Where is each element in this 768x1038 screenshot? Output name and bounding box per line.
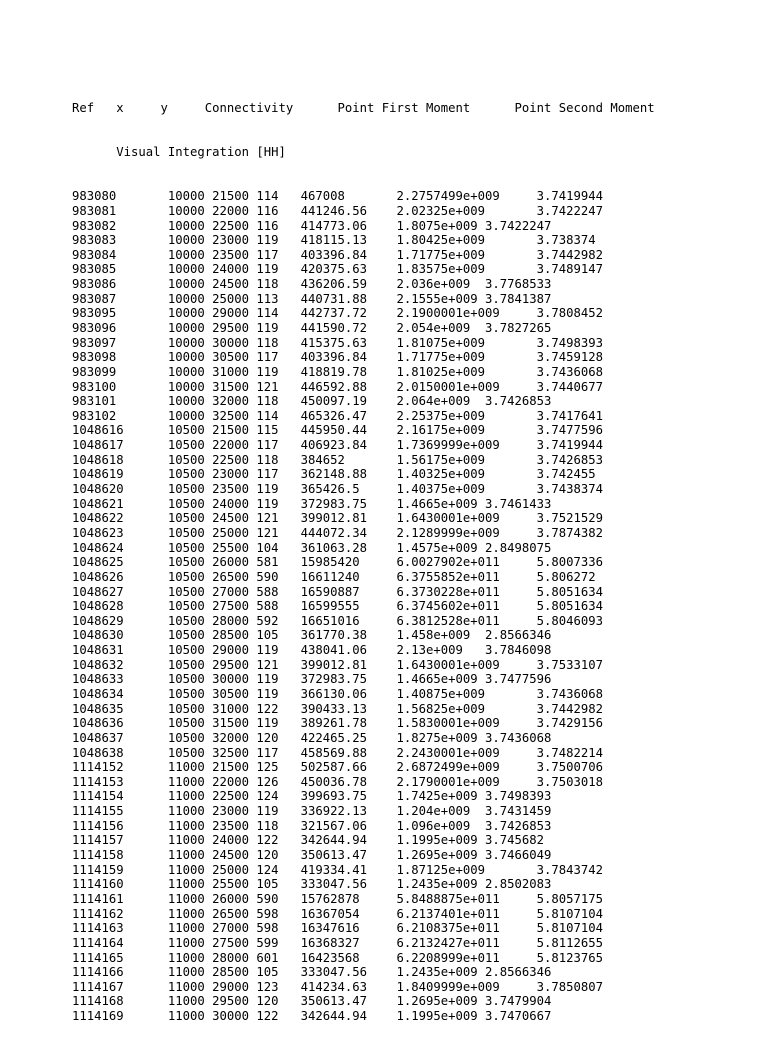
table-row: 983095 10000 29000 114 442737.72 2.1900001e+009 3.7808452 bbox=[72, 306, 604, 321]
table-row: 1114154 11000 22500 124 399693.75 1.7425e+009 3.7498393 bbox=[72, 789, 552, 804]
table-row: 1114158 11000 24500 120 350613.47 1.2695e+009 3.7466049 bbox=[72, 848, 552, 863]
table-row: 1114169 11000 30000 122 342644.94 1.1995e+009 3.7470667 bbox=[72, 1009, 552, 1024]
table-row: 1048638 10500 32500 117 458569.88 2.2430001e+009 3.7482214 bbox=[72, 745, 604, 760]
table-row: 1048618 10500 22500 118 384652 1.56175e+009 3.7426853 bbox=[72, 452, 604, 467]
table-row: 1048623 10500 25000 121 444072.34 2.1289999e+009 3.7874382 bbox=[72, 525, 604, 540]
table-row: 1114161 11000 26000 590 15762878 5.8488875e+011 5.8057175 bbox=[72, 891, 604, 906]
table-row: 1114163 11000 27000 598 16347616 6.2108375e+011 5.8107104 bbox=[72, 921, 604, 936]
table-row: 983081 10000 22000 116 441246.56 2.02325e+009 3.7422247 bbox=[72, 203, 604, 218]
table-row: 983100 10000 31500 121 446592.88 2.0150001e+009 3.7440677 bbox=[72, 379, 604, 394]
table-row: 1048619 10500 23000 117 362148.88 1.40325e+009 3.742455 bbox=[72, 467, 596, 482]
table-row: 983087 10000 25000 113 440731.88 2.1555e+009 3.7841387 bbox=[72, 291, 552, 306]
table-row: 983084 10000 23500 117 403396.84 1.71775e+009 3.7442982 bbox=[72, 247, 604, 262]
table-row: 1048636 10500 31500 119 389261.78 1.5830001e+009 3.7429156 bbox=[72, 716, 604, 731]
table-row: 983085 10000 24000 119 420375.63 1.83575e+009 3.7489147 bbox=[72, 262, 604, 277]
header-line-columns: Ref x y Connectivity Point First Moment Point Second Moment bbox=[72, 101, 655, 116]
table-row: 1048616 10500 21500 115 445950.44 2.16175e+009 3.7477596 bbox=[72, 423, 604, 438]
table-row: 1114152 11000 21500 125 502587.66 2.6872499e+009 3.7500706 bbox=[72, 760, 604, 775]
table-row: 1048631 10500 29000 119 438041.06 2.13e+009 3.7846098 bbox=[72, 643, 552, 658]
table-row: 1048632 10500 29500 121 399012.81 1.6430001e+009 3.7533107 bbox=[72, 657, 604, 672]
table-row: 1048626 10500 26500 590 16611240 6.3755852e+011 5.806272 bbox=[72, 569, 596, 584]
table-row: 1114168 11000 29500 120 350613.47 1.2695e+009 3.7479904 bbox=[72, 994, 552, 1009]
table-row: 1048624 10500 25500 104 361063.28 1.4575e+009 2.8498075 bbox=[72, 540, 552, 555]
table-row: 1048620 10500 23500 119 365426.5 1.40375e+009 3.7438374 bbox=[72, 482, 604, 497]
table-row: 983101 10000 32000 118 450097.19 2.064e+009 3.7426853 bbox=[72, 394, 552, 409]
table-row: 1114165 11000 28000 601 16423568 6.2208999e+011 5.8123765 bbox=[72, 950, 604, 965]
table-row: 1048621 10500 24000 119 372983.75 1.4665e+009 3.7461433 bbox=[72, 496, 552, 511]
table-row: 1048622 10500 24500 121 399012.81 1.6430001e+009 3.7521529 bbox=[72, 511, 604, 526]
table-row: 1114159 11000 25000 124 419334.41 1.87125e+009 3.7843742 bbox=[72, 862, 604, 877]
table-row: 1114157 11000 24000 122 342644.94 1.1995e+009 3.745682 bbox=[72, 833, 545, 848]
table-row: 1048630 10500 28500 105 361770.38 1.458e+009 2.8566346 bbox=[72, 628, 552, 643]
table-row: 1048629 10500 28000 592 16651016 6.3812528e+011 5.8046093 bbox=[72, 613, 604, 628]
data-rows bbox=[72, 189, 655, 1024]
table-row: 1114162 11000 26500 598 16367054 6.2137401e+011 5.8107104 bbox=[72, 906, 604, 921]
table-row: 1114164 11000 27500 599 16368327 6.2132427e+011 5.8112655 bbox=[72, 935, 604, 950]
table-row: 1114167 11000 29000 123 414234.63 1.8409999e+009 3.7850807 bbox=[72, 979, 604, 994]
table-row: 983097 10000 30000 118 415375.63 1.81075e+009 3.7498393 bbox=[72, 335, 604, 350]
data-listing bbox=[72, 72, 655, 1038]
table-row: 1048635 10500 31000 122 390433.13 1.56825e+009 3.7442982 bbox=[72, 701, 604, 716]
table-row: 1114155 11000 23000 119 336922.13 1.204e+009 3.7431459 bbox=[72, 804, 552, 819]
table-row: 983099 10000 31000 119 418819.78 1.81025e+009 3.7436068 bbox=[72, 364, 604, 379]
table-row: 983096 10000 29500 119 441590.72 2.054e+009 3.7827265 bbox=[72, 320, 552, 335]
table-row: 1048627 10500 27000 588 16590887 6.3730228e+011 5.8051634 bbox=[72, 584, 604, 599]
table-row: 983083 10000 23000 119 418115.13 1.80425e+009 3.738374 bbox=[72, 233, 596, 248]
table-row: 1114156 11000 23500 118 321567.06 1.096e+009 3.7426853 bbox=[72, 818, 552, 833]
table-row: 983098 10000 30500 117 403396.84 1.71775e+009 3.7459128 bbox=[72, 350, 604, 365]
table-row: 983102 10000 32500 114 465326.47 2.25375e+009 3.7417641 bbox=[72, 408, 604, 423]
table-row: 1048634 10500 30500 119 366130.06 1.40875e+009 3.7436068 bbox=[72, 687, 604, 701]
table-row: 983082 10000 22500 116 414773.06 1.8075e+009 3.7422247 bbox=[72, 218, 552, 233]
table-row: 1048625 10500 26000 581 15985420 6.0027902e+011 5.8007336 bbox=[72, 555, 604, 570]
table-row: 1048628 10500 27500 588 16599555 6.3745602e+011 5.8051634 bbox=[72, 599, 604, 614]
header-line-visual-integration: Visual Integration [HH] bbox=[72, 145, 286, 160]
table-row: 1114153 11000 22000 126 450036.78 2.1790001e+009 3.7503018 bbox=[72, 774, 604, 789]
table-row: 983086 10000 24500 118 436206.59 2.036e+009 3.7768533 bbox=[72, 277, 552, 292]
table-row: 1114166 11000 28500 105 333047.56 1.2435e+009 2.8566346 bbox=[72, 965, 552, 980]
table-row: 1048617 10500 22000 117 406923.84 1.7369999e+009 3.7419944 bbox=[72, 438, 604, 453]
table-row: 1048637 10500 32000 120 422465.25 1.8275e+009 3.7436068 bbox=[72, 730, 552, 745]
table-row: 983080 10000 21500 114 467008 2.2757499e+009 3.7419944 bbox=[72, 189, 604, 204]
table-row: 1048633 10500 30000 119 372983.75 1.4665e+009 3.7477596 bbox=[72, 672, 552, 687]
table-row: 1114160 11000 25500 105 333047.56 1.2435e+009 2.8502083 bbox=[72, 877, 552, 892]
